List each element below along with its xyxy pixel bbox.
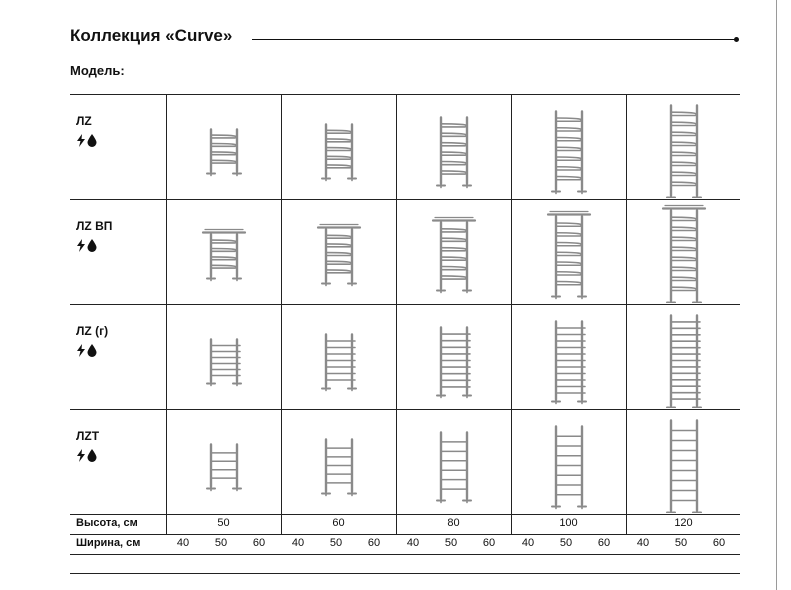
towel-rail-image [512, 200, 627, 303]
towel-rail-image [167, 95, 282, 198]
title-rule [252, 39, 736, 40]
towel-rail-image [167, 305, 282, 408]
model-name: ЛZ (г) [76, 324, 109, 338]
towel-rail-image [512, 410, 627, 513]
model-icons [76, 342, 166, 356]
table-hline [70, 573, 740, 574]
towel-rail-image [282, 305, 397, 408]
model-label-3 [76, 324, 166, 356]
model-name: ЛZ ВП [76, 219, 113, 233]
width-value: 60 [252, 537, 266, 549]
drop-icon [87, 344, 97, 357]
towel-rail-image [512, 305, 627, 408]
towel-rail-image [627, 305, 742, 408]
width-value: 60 [367, 537, 381, 549]
model-label-4 [76, 429, 166, 461]
width-value: 50 [559, 537, 573, 549]
model-name: ЛZT [76, 429, 100, 443]
title-rule-dot [734, 37, 739, 42]
width-value: 60 [482, 537, 496, 549]
towel-rail-image [397, 305, 512, 408]
towel-rail-image [282, 410, 397, 513]
width-value: 40 [291, 537, 305, 549]
table-hline [70, 514, 740, 515]
towel-rail-image [627, 95, 742, 198]
towel-rail-image [397, 95, 512, 198]
towel-rail-image [167, 410, 282, 513]
model-label-1 [76, 114, 166, 146]
height-value: 60 [332, 517, 345, 529]
model-heading: Модель: [70, 63, 125, 78]
towel-rail-image [397, 200, 512, 303]
drop-icon [87, 239, 97, 252]
towel-rail-image [627, 200, 742, 303]
page-title: Коллекция «Curve» [70, 26, 233, 45]
height-value: 50 [217, 517, 230, 529]
product-table [70, 94, 740, 574]
header [70, 26, 740, 48]
lightning-icon [76, 344, 86, 357]
table-hline [70, 534, 740, 535]
drop-icon [87, 449, 97, 462]
width-value: 50 [444, 537, 458, 549]
height-label: Высота, см [76, 517, 138, 529]
model-label-2 [76, 219, 166, 251]
height-value: 100 [559, 517, 578, 529]
table-hline [70, 554, 740, 555]
towel-rail-image [627, 410, 742, 513]
width-value: 40 [521, 537, 535, 549]
height-value: 120 [674, 517, 693, 529]
width-value: 50 [214, 537, 228, 549]
towel-rail-image [282, 200, 397, 303]
width-label: Ширина, см [76, 537, 141, 549]
model-name: ЛZ [76, 114, 92, 128]
lightning-icon [76, 449, 86, 462]
lightning-icon [76, 134, 86, 147]
height-value: 80 [447, 517, 460, 529]
model-icons [76, 237, 166, 251]
model-icons [76, 132, 166, 146]
lightning-icon [76, 239, 86, 252]
towel-rail-image [512, 95, 627, 198]
width-value: 40 [636, 537, 650, 549]
width-value: 40 [406, 537, 420, 549]
towel-rail-image [167, 200, 282, 303]
width-value: 50 [329, 537, 343, 549]
width-value: 60 [597, 537, 611, 549]
model-icons [76, 447, 166, 461]
page-edge-bar [776, 0, 777, 590]
width-value: 60 [712, 537, 726, 549]
towel-rail-image [282, 95, 397, 198]
width-value: 40 [176, 537, 190, 549]
width-value: 50 [674, 537, 688, 549]
drop-icon [87, 134, 97, 147]
towel-rail-image [397, 410, 512, 513]
